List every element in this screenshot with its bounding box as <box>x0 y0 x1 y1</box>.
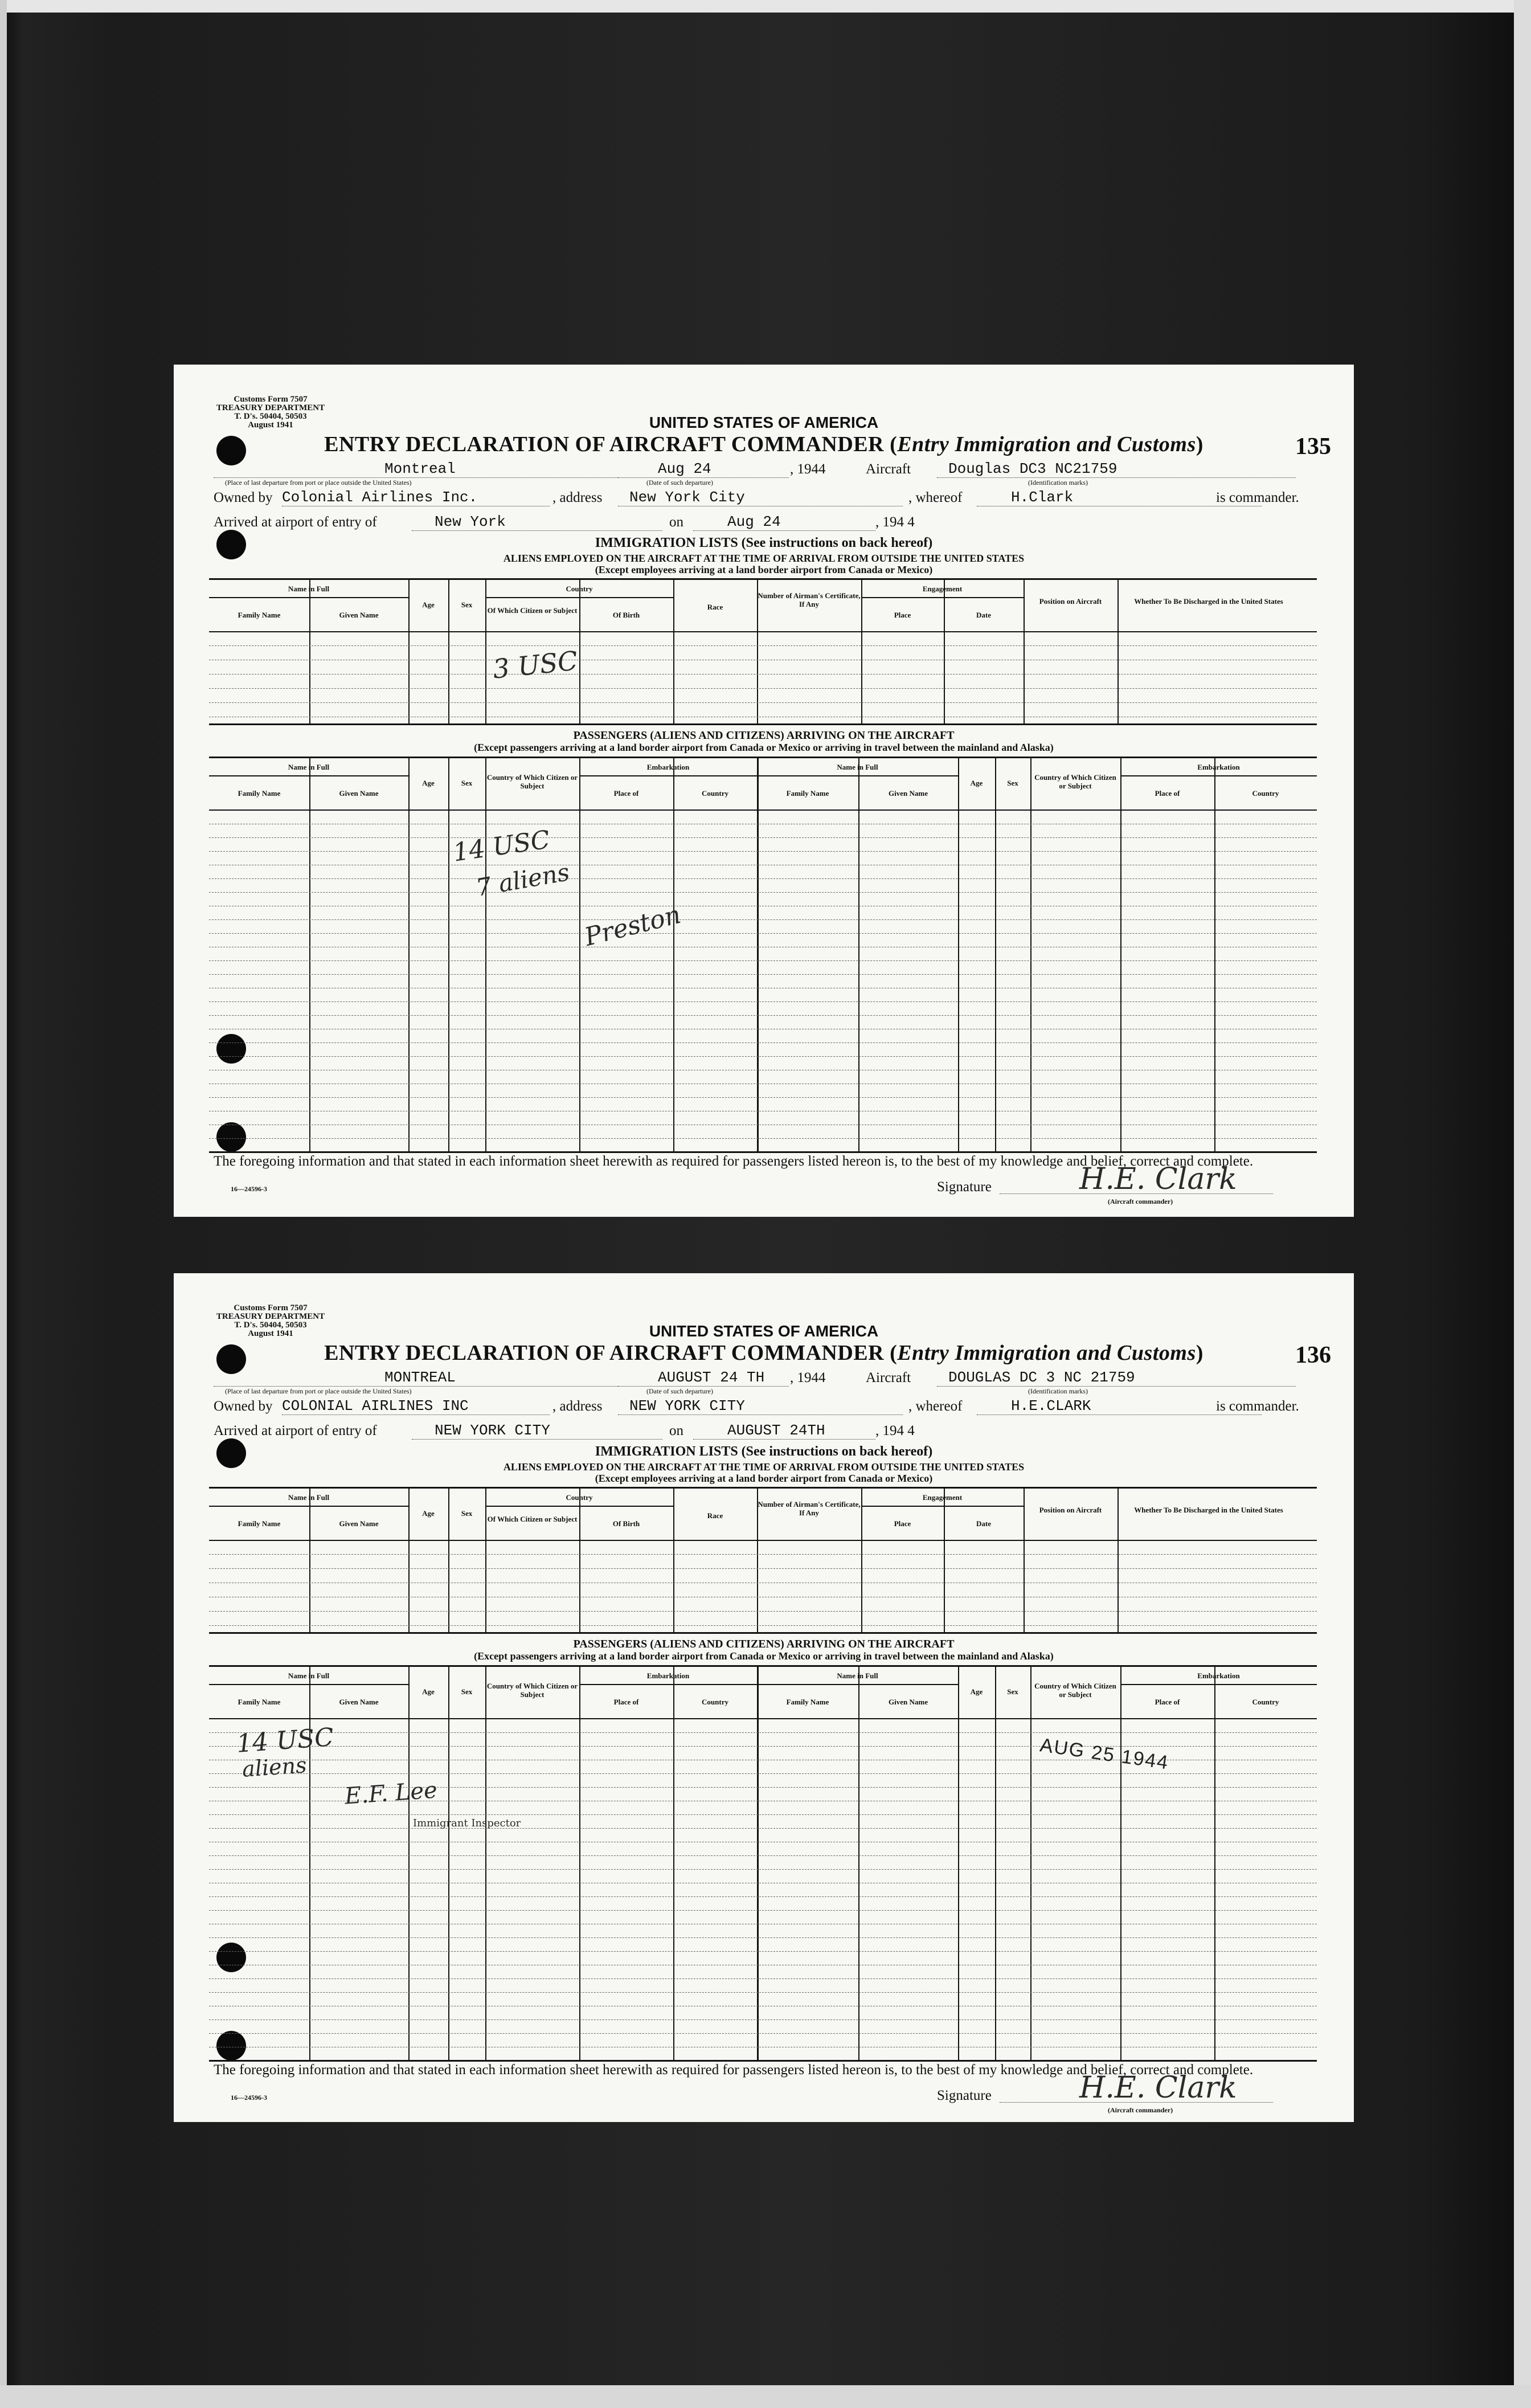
pax-col-country: Country of Which Citizen or Subject <box>486 1682 578 1699</box>
col-citizen-of: Of Which Citizen or Subject <box>487 1515 578 1523</box>
table-row-rule <box>209 960 1317 961</box>
commander-signature: H.E. Clark <box>1079 2071 1237 2105</box>
pax-col-given: Given Name <box>339 1698 379 1706</box>
col-position: Position on Aircraft <box>1039 1506 1102 1514</box>
col-country: Country <box>566 1493 593 1502</box>
pax-col-age-2: Age <box>970 779 983 787</box>
handwritten-passenger-count: 14 USC <box>235 1723 335 1759</box>
col-discharged: Whether To Be Discharged in the United States <box>1134 1506 1283 1514</box>
pax-col-embark-country-2: Country <box>1252 1698 1279 1706</box>
departure-date-caption: (Date of such departure) <box>646 479 713 486</box>
pax-col-embark-place: Place of <box>613 789 639 798</box>
form-identifier: Customs Form 7507 TREASURY DEPARTMENT T. D's. 50404, 50503 August 1941 <box>216 395 325 430</box>
col-name-in-full: Name in Full <box>288 1493 330 1502</box>
table-row-rule <box>209 2019 1317 2020</box>
table-row-rule <box>209 1042 1317 1043</box>
passengers-heading: PASSENGERS (ALIENS AND CITIZENS) ARRIVING ON THE AIRCRAFT <box>573 729 955 742</box>
country-heading: UNITED STATES OF AMERICA <box>649 1322 879 1340</box>
col-name-in-full: Name in Full <box>288 584 330 593</box>
arrived-label: Arrived at airport of entry of <box>214 514 377 530</box>
table-row-rule <box>209 1992 1317 1993</box>
table-row-rule <box>209 1951 1317 1952</box>
passengers-exception: (Except passengers arriving at a land border airport from Canada or Mexico or arriving in travel between the mainland and Alaska) <box>474 742 1054 753</box>
table-row-rule <box>209 837 1317 838</box>
arrived-label: Arrived at airport of entry of <box>214 1423 377 1438</box>
signature-label: Signature <box>937 2088 992 2103</box>
scan-edge-bottom <box>0 2385 1531 2408</box>
immigration-subheading: ALIENS EMPLOYED ON THE AIRCRAFT AT THE TIME OF ARRIVAL FROM OUTSIDE THE UNITED STATES <box>503 553 1025 564</box>
immigration-subheading: ALIENS EMPLOYED ON THE AIRCRAFT AT THE TIME OF ARRIVAL FROM OUTSIDE THE UNITED STATES <box>503 1461 1025 1473</box>
address-field[interactable]: NEW YORK CITY <box>618 1397 903 1415</box>
col-engagement-place: Place <box>894 1519 911 1528</box>
handwritten-passenger-count: 14 USC <box>451 825 552 868</box>
owner-field[interactable]: COLONIAL AIRLINES INC <box>282 1397 550 1415</box>
handwritten-aliens-note: aliens <box>241 1752 308 1782</box>
aircraft-caption: (Identification marks) <box>1028 479 1088 486</box>
is-commander-label: is commander. <box>1216 490 1299 505</box>
pax-col-given-2: Given Name <box>889 1698 928 1706</box>
table-row-rule <box>209 1896 1317 1897</box>
col-birth: Of Birth <box>612 611 640 619</box>
form-number: 136 <box>1295 1342 1331 1368</box>
col-airman-certificate: Number of Airman's Certificate, If Any <box>758 591 861 608</box>
pax-col-name-in-full-2: Name in Full <box>837 763 878 771</box>
table-row-rule <box>209 851 1317 852</box>
col-engagement: Engagement <box>922 584 963 593</box>
commander-field[interactable]: H.E.CLARK <box>977 1397 1262 1415</box>
address-label: , address <box>552 490 603 505</box>
form-identifier: Customs Form 7507 TREASURY DEPARTMENT T. D's. 50404, 50503 August 1941 <box>216 1303 325 1338</box>
table-row-rule <box>209 1001 1317 1002</box>
pax-col-embarkation: Embarkation <box>646 763 690 771</box>
pax-col-country-2: Country of Which Citizen or Subject <box>1034 1682 1116 1699</box>
owned-by-label: Owned by <box>214 1399 273 1414</box>
commander-signature: H.E. Clark <box>1079 1162 1237 1196</box>
pax-col-family-2: Family Name <box>786 1698 829 1706</box>
col-engagement-place: Place <box>894 611 911 619</box>
passengers-heading: PASSENGERS (ALIENS AND CITIZENS) ARRIVING ON THE AIRCRAFT <box>573 1638 955 1650</box>
aircraft-field[interactable]: DOUGLAS DC 3 NC 21759 <box>937 1369 1296 1387</box>
signature-label: Signature <box>937 1179 992 1195</box>
table-row-rule <box>209 1015 1317 1016</box>
pax-col-embark-country: Country <box>702 789 728 798</box>
table-row-rule <box>209 1978 1317 1979</box>
arrival-year: , 194 4 <box>875 1423 915 1438</box>
signature-caption: (Aircraft commander) <box>1108 1197 1173 1205</box>
pax-col-family: Family Name <box>238 789 281 798</box>
col-race: Race <box>707 603 723 611</box>
passengers-table <box>209 757 1317 1153</box>
entry-declaration-form-135 <box>174 365 1354 1217</box>
pax-col-embarkation: Embarkation <box>646 1671 690 1680</box>
table-row-rule <box>209 2033 1317 2034</box>
crew-aliens-table <box>209 578 1317 725</box>
received-date-stamp: AUG 25 1944 <box>1038 1734 1170 1774</box>
col-age: Age <box>422 1509 435 1518</box>
departure-place-caption: (Place of last departure from port or place outside the United States) <box>225 479 412 486</box>
table-row-rule <box>209 1097 1317 1098</box>
col-position: Position on Aircraft <box>1039 597 1102 606</box>
aircraft-label: Aircraft <box>866 1370 911 1385</box>
entry-declaration-form-136 <box>174 1273 1354 2122</box>
departure-date-field[interactable]: Aug 24 <box>618 460 789 478</box>
table-row-rule <box>209 1828 1317 1829</box>
table-row-rule <box>209 1855 1317 1856</box>
pax-col-name-in-full: Name in Full <box>288 1671 330 1680</box>
form-number: 135 <box>1295 434 1331 460</box>
col-country: Country <box>566 584 593 593</box>
table-row-rule <box>209 1869 1317 1870</box>
pax-col-embark-country: Country <box>702 1698 728 1706</box>
arrival-date-field[interactable]: AUGUST 24TH <box>693 1422 875 1440</box>
arrival-airport-field[interactable]: New York <box>412 513 662 531</box>
aircraft-field[interactable]: Douglas DC3 NC21759 <box>937 460 1296 478</box>
col-given-name: Given Name <box>339 1519 379 1528</box>
immigration-heading: IMMIGRATION LISTS (See instructions on back hereof) <box>595 535 933 550</box>
pax-col-country: Country of Which Citizen or Subject <box>486 773 578 790</box>
arrival-airport-field[interactable]: NEW YORK CITY <box>412 1422 662 1440</box>
table-row-rule <box>209 1814 1317 1815</box>
pax-col-age-2: Age <box>970 1687 983 1696</box>
aircraft-caption: (Identification marks) <box>1028 1387 1088 1395</box>
commander-field[interactable]: H.Clark <box>977 489 1262 506</box>
handwritten-inspector-signature: Preston <box>582 900 684 952</box>
pax-col-embark-country-2: Country <box>1252 789 1279 798</box>
col-birth: Of Birth <box>612 1519 640 1528</box>
inspector-caption: Immigrant Inspector <box>413 1817 521 1829</box>
pax-col-age: Age <box>422 779 435 787</box>
certification-text: The foregoing information and that stated in each information sheet herewith as required for passengers listed hereon is, to the best of my knowledge and belief, correct and complete. <box>214 1154 1254 1169</box>
pax-col-given: Given Name <box>339 789 379 798</box>
departure-place-field[interactable]: MONTREAL <box>214 1369 738 1387</box>
col-engagement-date: Date <box>976 611 991 619</box>
immigration-exception: (Except employees arriving at a land border airport from Canada or Mexico) <box>595 1473 933 1484</box>
on-label: on <box>669 1423 683 1438</box>
col-airman-certificate: Number of Airman's Certificate, If Any <box>758 1500 861 1517</box>
print-code: 16—24596-3 <box>231 1185 267 1193</box>
table-row-rule <box>209 1910 1317 1911</box>
table-row-rule <box>209 974 1317 975</box>
table-row-rule <box>209 1937 1317 1938</box>
col-citizen-of: Of Which Citizen or Subject <box>487 606 578 615</box>
pax-col-embark-place-2: Place of <box>1155 789 1180 798</box>
pax-col-sex-2: Sex <box>1007 779 1018 787</box>
departure-date-caption: (Date of such departure) <box>646 1387 713 1395</box>
pax-col-sex-2: Sex <box>1007 1687 1018 1696</box>
passengers-exception: (Except passengers arriving at a land border airport from Canada or Mexico or arriving in travel between the mainland and Alaska) <box>474 1650 1054 1662</box>
departure-place-field[interactable]: Montreal <box>214 460 738 478</box>
country-heading: UNITED STATES OF AMERICA <box>649 414 879 431</box>
arrival-date-field[interactable]: Aug 24 <box>693 513 875 531</box>
table-row-rule <box>209 892 1317 893</box>
table-row-rule <box>209 878 1317 879</box>
departure-year: , 1944 <box>790 1370 826 1385</box>
owner-field[interactable]: Colonial Airlines Inc. <box>282 489 550 506</box>
departure-date-field[interactable]: AUGUST 24 TH <box>618 1369 789 1387</box>
arrival-year: , 194 4 <box>875 514 915 530</box>
col-discharged: Whether To Be Discharged in the United States <box>1134 597 1283 606</box>
crew-aliens-table <box>209 1487 1317 1634</box>
pax-col-sex: Sex <box>461 779 473 787</box>
table-row-rule <box>209 1732 1317 1733</box>
scan-edge-right <box>1514 0 1531 2408</box>
immigration-heading: IMMIGRATION LISTS (See instructions on back hereof) <box>595 1444 933 1459</box>
departure-place-caption: (Place of last departure from port or place outside the United States) <box>225 1387 412 1395</box>
table-row-rule <box>209 1773 1317 1774</box>
pax-col-family-2: Family Name <box>786 789 829 798</box>
col-sex: Sex <box>461 600 473 609</box>
col-age: Age <box>422 600 435 609</box>
col-engagement: Engagement <box>922 1493 963 1502</box>
is-commander-label: is commander. <box>1216 1399 1299 1414</box>
pax-col-embarkation-2: Embarkation <box>1197 763 1240 771</box>
pax-col-sex: Sex <box>461 1687 473 1696</box>
form-title: ENTRY DECLARATION OF AIRCRAFT COMMANDER (Entry Immigration and Customs) <box>324 432 1203 456</box>
owned-by-label: Owned by <box>214 490 273 505</box>
table-row-rule <box>209 1746 1317 1747</box>
immigration-exception: (Except employees arriving at a land border airport from Canada or Mexico) <box>595 564 933 575</box>
departure-year: , 1944 <box>790 461 826 477</box>
table-row-rule <box>209 919 1317 920</box>
certification-text: The foregoing information and that stated in each information sheet herewith as required for passengers listed hereon is, to the best of my knowledge and belief, correct and complete. <box>214 2062 1254 2078</box>
col-family-name: Family Name <box>238 611 281 619</box>
col-given-name: Given Name <box>339 611 379 619</box>
pax-col-embark-place: Place of <box>613 1698 639 1706</box>
whereof-label: , whereof <box>908 1399 963 1414</box>
on-label: on <box>669 514 683 530</box>
pax-col-country-2: Country of Which Citizen or Subject <box>1034 773 1116 790</box>
col-sex: Sex <box>461 1509 473 1518</box>
scan-edge-top <box>0 0 1531 13</box>
signature-caption: (Aircraft commander) <box>1108 2106 1173 2114</box>
form-title: ENTRY DECLARATION OF AIRCRAFT COMMANDER (Entry Immigration and Customs) <box>324 1341 1203 1365</box>
address-field[interactable]: New York City <box>618 489 903 506</box>
print-code: 16—24596-3 <box>231 2094 267 2102</box>
pax-col-given-2: Given Name <box>889 789 928 798</box>
aircraft-label: Aircraft <box>866 461 911 477</box>
whereof-label: , whereof <box>908 490 963 505</box>
table-row-rule <box>209 1138 1317 1139</box>
handwritten-aliens-note: 7 aliens <box>474 858 572 902</box>
handwritten-crew-note: 3 USC <box>491 645 579 685</box>
address-label: , address <box>552 1399 603 1414</box>
col-family-name: Family Name <box>238 1519 281 1528</box>
col-race: Race <box>707 1511 723 1520</box>
pax-col-embark-place-2: Place of <box>1155 1698 1180 1706</box>
pax-col-age: Age <box>422 1687 435 1696</box>
table-row-rule <box>209 933 1317 934</box>
pax-col-embarkation-2: Embarkation <box>1197 1671 1240 1680</box>
pax-col-name-in-full: Name in Full <box>288 763 330 771</box>
passengers-table <box>209 1665 1317 2062</box>
table-row-rule <box>209 1056 1317 1057</box>
scan-edge-left <box>0 0 7 2408</box>
handwritten-inspector-signature: E.F. Lee <box>343 1777 439 1810</box>
col-engagement-date: Date <box>976 1519 991 1528</box>
pax-col-family: Family Name <box>238 1698 281 1706</box>
pax-col-name-in-full-2: Name in Full <box>837 1671 878 1680</box>
